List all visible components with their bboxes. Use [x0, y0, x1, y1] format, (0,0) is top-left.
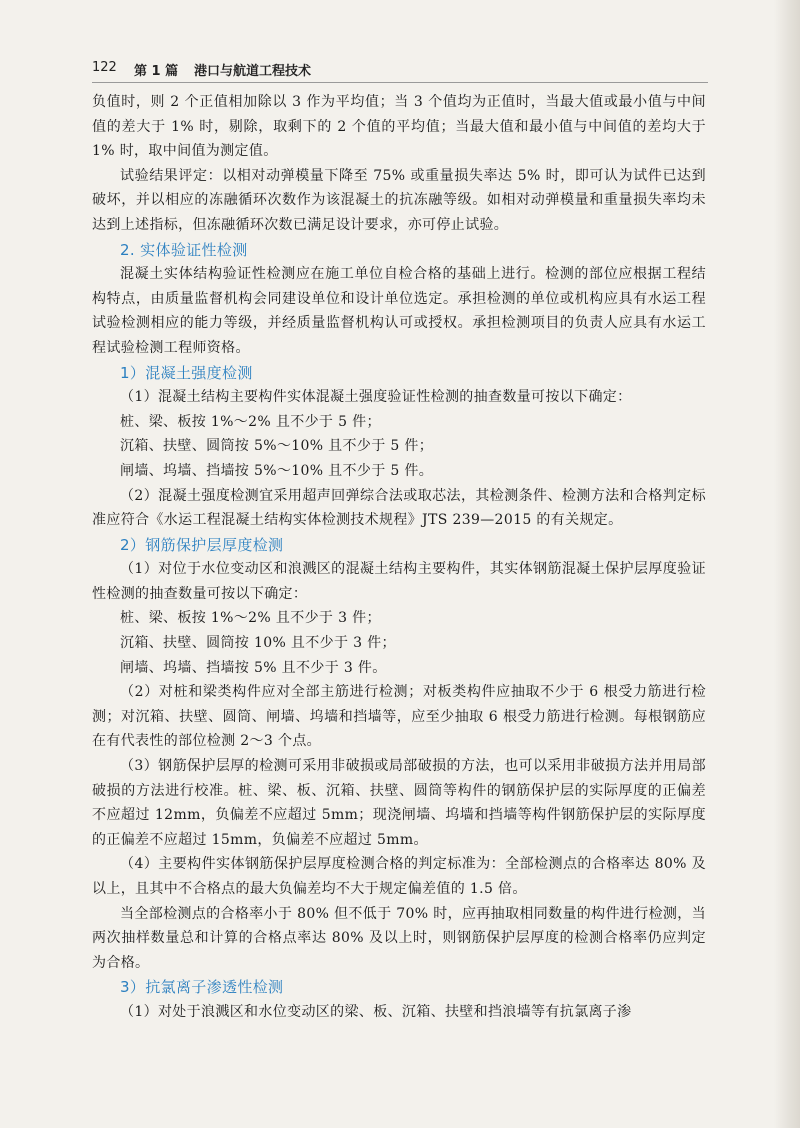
body-paragraph: 闸墙、坞墙、挡墙按 5% 且不少于 3 件。: [120, 659, 387, 676]
body-paragraph: 沉箱、扶壁、圆筒按 5%～10% 且不少于 5 件；: [120, 438, 434, 455]
subsection-heading: 2）钢筋保护层厚度检测: [120, 535, 284, 554]
chapter-title: 港口与航道工程技术: [194, 64, 312, 79]
page-number: 122: [92, 60, 117, 75]
body-paragraph: 沉箱、扶壁、圆筒按 10% 且不少于 3 件；: [120, 635, 396, 652]
body-paragraph: （2）对桩和梁类构件应对全部主筋进行检测；对板类构件应抽取不少于 6 根受力筋进行检测；对沉箱、扶壁、圆筒、闸墙、坞墙和挡墙等，应至少抽取 6 根受力筋进行检测。每根钢筋应在有代表性的部位检测 2～3 个点。: [92, 684, 706, 750]
part-label: 第 1 篇: [134, 64, 179, 79]
page-edge-shadow: [774, 0, 800, 1128]
body-paragraph: （3）钢筋保护层厚的检测可采用非破损或局部破损的方法，也可以采用非破损方法并用局部破损的方法进行校准。桩、梁、板、沉箱、扶壁、圆筒等构件的钢筋保护层的实际厚度的正偏差不应超过 12mm，负偏差不应超过 5mm；现浇闸墙、坞墙和挡墙等构件钢筋保护层的实际厚度的正偏差不应超过 15mm，负偏差不应超过 5mm。: [92, 758, 706, 848]
body-paragraph: （4）主要构件实体钢筋保护层厚度检测合格的判定标准为：全部检测点的合格率达 80% 及以上，且其中不合格点的最大负偏差均不大于规定偏差值的 1.5 倍。: [92, 856, 706, 897]
body-paragraph: （1）对位于水位变动区和浪溅区的混凝土结构主要构件，其实体钢筋混凝土保护层厚度验证性检测的抽查数量可按以下确定：: [92, 561, 706, 602]
body-paragraph: （1）对处于浪溅区和水位变动区的梁、板、沉箱、扶壁和挡浪墙等有抗氯离子渗: [120, 1003, 632, 1020]
body-paragraph: 当全部检测点的合格率小于 80% 但不低于 70% 时，应再抽取相同数量的构件进行检测，当两次抽样数量总和计算的合格点率达 80% 及以上时，则钢筋保护层厚度的检测合格率仍应判定为合格。: [92, 905, 706, 971]
subsection-heading: 1）混凝土强度检测: [120, 363, 253, 382]
body-paragraph: 混凝土实体结构验证性检测应在施工单位自检合格的基础上进行。检测的部位应根据工程结构特点，由质量监督机构会同建设单位和设计单位选定。承担检测的单位或机构应具有水运工程试验检测相应的能力等级，并经质量监督机构认可或授权。承担检测项目的负责人应具有水运工程试验检测工程师资格。: [92, 266, 706, 356]
body-paragraph: 闸墙、坞墙、挡墙按 5%～10% 且不少于 5 件。: [120, 462, 434, 479]
subsection-heading: 3）抗氯离子渗透性检测: [120, 978, 284, 997]
body-paragraph: 桩、梁、板按 1%～2% 且不少于 5 件；: [120, 413, 381, 430]
page-body: [92, 90, 706, 1025]
body-paragraph: （2）混凝土强度检测宜采用超声回弹综合法或取芯法，其检测条件、检测方法和合格判定标准应符合《水运工程混凝土结构实体检测技术规程》JTS 239—2015 的有关规定。: [92, 487, 706, 529]
section-heading: 2. 实体验证性检测: [120, 240, 248, 259]
running-head: [92, 58, 708, 83]
body-paragraph: 桩、梁、板按 1%～2% 且不少于 3 件；: [120, 610, 381, 627]
body-paragraph: （1）混凝土结构主要构件实体混凝土强度验证性检测的抽查数量可按以下确定：: [120, 389, 632, 406]
body-paragraph: 试验结果评定：以相对动弹模量下降至 75% 或重量损失率达 5% 时，即可认为试件已达到破坏，并以相应的冻融循环次数作为该混凝土的抗冻融等级。如相对动弹模量和重量损失率均未达到上述指标，但冻融循环次数已满足设计要求，亦可停止试验。: [92, 167, 706, 233]
body-paragraph: 负值时，则 2 个正值相加除以 3 作为平均值；当 3 个值均为正值时，当最大值或最小值与中间值的差大于 1% 时，剔除，取剩下的 2 个值的平均值；当最大值和最小值与中间值的差均大于 1% 时，取中间值为测定值。: [92, 94, 706, 160]
